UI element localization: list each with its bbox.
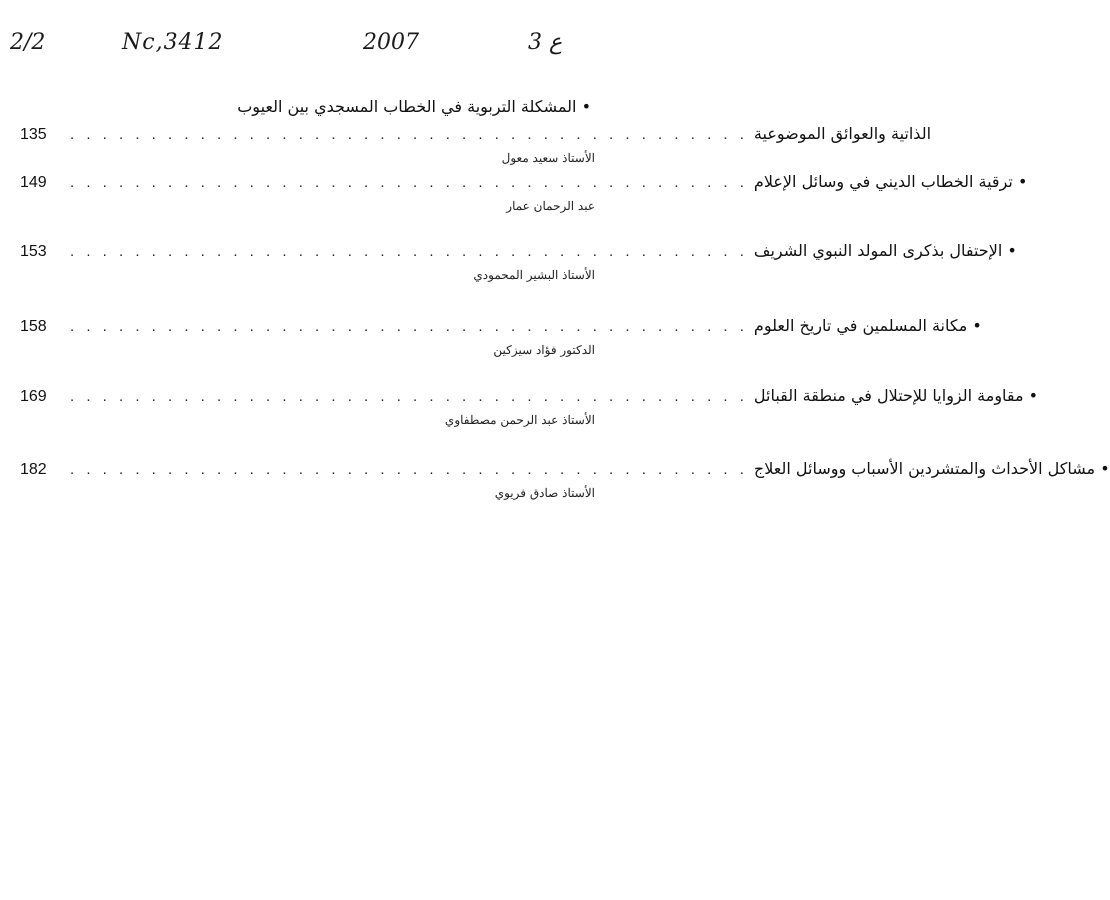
entry-page-number: 169 — [20, 388, 47, 405]
dot-leader: . . . . . . . . . . . . . . . . . . . . . . . . . . . . . . . . . . . . . . . . . . — [70, 174, 748, 191]
dot-leader: . . . . . . . . . . . . . . . . . . . . . . . . . . . . . . . . . . . . . . . . . . — [70, 388, 748, 405]
entry-line — [20, 386, 1039, 410]
entry-page-number: 149 — [20, 174, 47, 191]
entry-title-first-line: • المشكلة التربوية في الخطاب المسجدي بين العيوب — [237, 97, 591, 116]
entry-page-number: 153 — [20, 243, 47, 260]
entry-author: عبد الرحمان عمار — [506, 199, 595, 213]
entry-author: الأستاذ صادق فريوي — [494, 486, 595, 500]
entry-title: • الإحتفال بذكرى المولد النبوي الشريف — [753, 241, 1017, 260]
dot-leader: . . . . . . . . . . . . . . . . . . . . . . . . . . . . . . . . . . . . . . . . . . — [70, 318, 748, 335]
entry-page-number: 182 — [20, 461, 47, 478]
handwritten-reference-number: Nc,3412 — [122, 30, 224, 55]
entry-author: الأستاذ البشير المحمودي — [473, 268, 595, 282]
entry-line — [20, 316, 982, 340]
entry-author: الدكتور فؤاد سيزكين — [493, 343, 595, 357]
entry-line — [20, 172, 1028, 196]
entry-title: الذاتية والعوائق الموضوعية — [753, 124, 932, 143]
entry-title: • مقاومة الزوايا للإحتلال في منطقة القبائل — [753, 386, 1039, 405]
entry-title: • مكانة المسلمين في تاريخ العلوم — [753, 316, 982, 335]
entry-line — [20, 124, 932, 148]
entry-author: الأستاذ سعيد معول — [501, 151, 595, 165]
entry-title: • مشاكل الأحداث والمتشردين الأسباب ووسائل العلاج — [753, 459, 1110, 478]
entry-page-number: 135 — [20, 126, 47, 143]
dot-leader: . . . . . . . . . . . . . . . . . . . . . . . . . . . . . . . . . . . . . . . . . . — [70, 243, 748, 260]
entry-page-number: 158 — [20, 318, 47, 335]
entry-title: • ترقية الخطاب الديني في وسائل الإعلام — [753, 172, 1028, 191]
entry-line — [20, 459, 1110, 483]
handwritten-year: 2007 — [363, 30, 419, 55]
handwritten-issue-marker: 3 ع — [528, 30, 563, 55]
dot-leader: . . . . . . . . . . . . . . . . . . . . . . . . . . . . . . . . . . . . . . . . . . — [70, 126, 748, 143]
dot-leader: . . . . . . . . . . . . . . . . . . . . . . . . . . . . . . . . . . . . . . . . . . — [70, 461, 748, 478]
entry-author: الأستاذ عبد الرحمن مصطفاوي — [444, 413, 595, 427]
entry-line — [20, 241, 1017, 265]
handwritten-page-count: 2/2 — [10, 30, 46, 55]
